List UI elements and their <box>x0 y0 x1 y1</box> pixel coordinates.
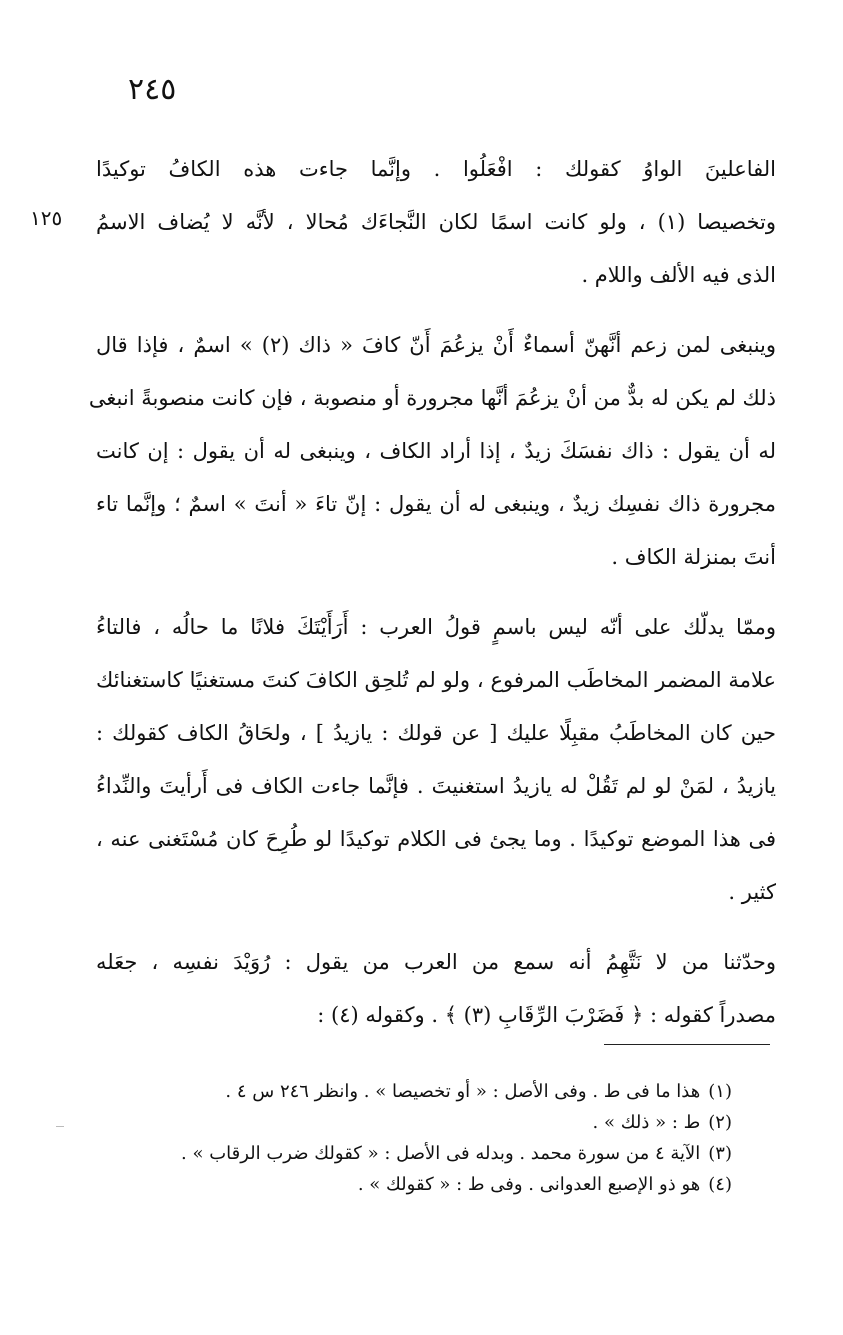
footnote-number: (١) <box>708 1081 732 1102</box>
text-line: أنتَ بمنزلة الكاف . <box>611 545 776 569</box>
text-line: مجرورة ذاك نفسِك زيدٌ ، وينبغى له أن يقول : إنّ تاءَ « أنتَ » اسمٌ ؛ وإنَّما تاء <box>96 492 776 516</box>
scan-mark <box>56 1126 64 1127</box>
text-line: وتخصيصا (١) ، ولو كانت اسمًا لكان النَّجاءَك مُحالا ، لأنَّه لا يُضاف الاسمُ <box>96 210 776 234</box>
paragraph-3 <box>96 601 776 919</box>
footnote-text: الآية ٤ من سورة محمد . وبدله فى الأصل : « كقولك ضرب الرقاب » . <box>181 1143 701 1164</box>
text-line: له أن يقول : ذاك نفسَكَ زيدٌ ، إذا أراد الكاف ، وينبغى له أن يقول : إن كانت <box>96 439 776 463</box>
footnote-2 <box>100 1107 732 1138</box>
text-line: وممّا يدلّك على أنّه ليس باسمٍ قولُ العرب : أَرَأَيْتَكَ فلانًا ما حالُه ، فالتاءُ <box>96 615 776 639</box>
footnote-number: (٣) <box>708 1143 732 1164</box>
footnote-text: هو ذو الإصبع العدوانى . وفى ط : « كقولك » . <box>357 1174 701 1195</box>
footnote-divider <box>604 1044 770 1045</box>
text-line: يازيدُ ، لمَنْ لو لم تَقُلْ له يازيدُ استغنيتَ . فإنَّما جاءت الكاف فى أَرأيتَ والنِّداءُ <box>96 774 776 798</box>
margin-page-reference: ١٢٥ <box>30 206 63 230</box>
text-line: حين كان المخاطَبُ مقبِلًا عليك [ عن قولك : يازيدُ ] ، ولحَاقُ الكاف كقولك : <box>96 721 776 745</box>
paragraph-1 <box>96 143 776 302</box>
footnote-number: (٤) <box>708 1174 732 1195</box>
footnote-4 <box>100 1169 732 1200</box>
text-line: الفاعلينَ الواوُ كقولك : افْعَلُوا . وإنَّما جاءت هذه الكافُ توكيدًا <box>96 157 776 181</box>
text-line: ذلك لم يكن له بدٌّ من أنْ يزعُمَ أنَّها مجرورة أو منصوبة ، فإن كانت منصوبةً انبغى <box>88 386 776 410</box>
footnote-text: هذا ما فى ط . وفى الأصل : « أو تخصيصا » . وانظر ٢٤٦ س ٤ . <box>225 1081 701 1102</box>
text-line: علامة المضمر المخاطَب المرفوع ، ولو لم تُلحِق الكافَ كنتَ مستغنيًا كاستغنائك <box>96 668 776 692</box>
paragraph-4 <box>96 936 776 1042</box>
page-number: ٢٤٥ <box>128 72 177 107</box>
footnote-number: (٢) <box>708 1112 732 1133</box>
text-line: فى هذا الموضع توكيدًا . وما يجئ فى الكلام توكيدًا لو طُرِحَ كان مُسْتَغنى عنه ، <box>96 827 776 851</box>
text-line: كثير . <box>728 880 776 904</box>
main-text <box>88 143 777 1042</box>
text-line: الذى فيه الألف واللام . <box>581 263 776 287</box>
paragraph-2 <box>88 319 777 584</box>
footnote-text: ط : « ذلك » . <box>592 1112 701 1133</box>
footnote-3 <box>100 1138 732 1169</box>
footnote-1 <box>100 1076 732 1107</box>
footnotes <box>100 1076 732 1200</box>
text-line: وحدّثنا من لا نَتَّهِمُ أنه سمع من العرب من يقول : رُوَيْدَ نفسِه ، جعَله <box>96 950 776 974</box>
text-line: وينبغى لمن زعم أنَّهنّ أسماءٌ أَنْ يزعُمَ أَنّ كافَ « ذاك (٢) » اسمٌ ، فإذا قال <box>96 333 777 357</box>
text-line: مصدراً كقوله : ﴿ فَضَرْبَ الرِّقَابِ (٣) ﴾ . وكقوله (٤) : <box>317 1003 776 1027</box>
